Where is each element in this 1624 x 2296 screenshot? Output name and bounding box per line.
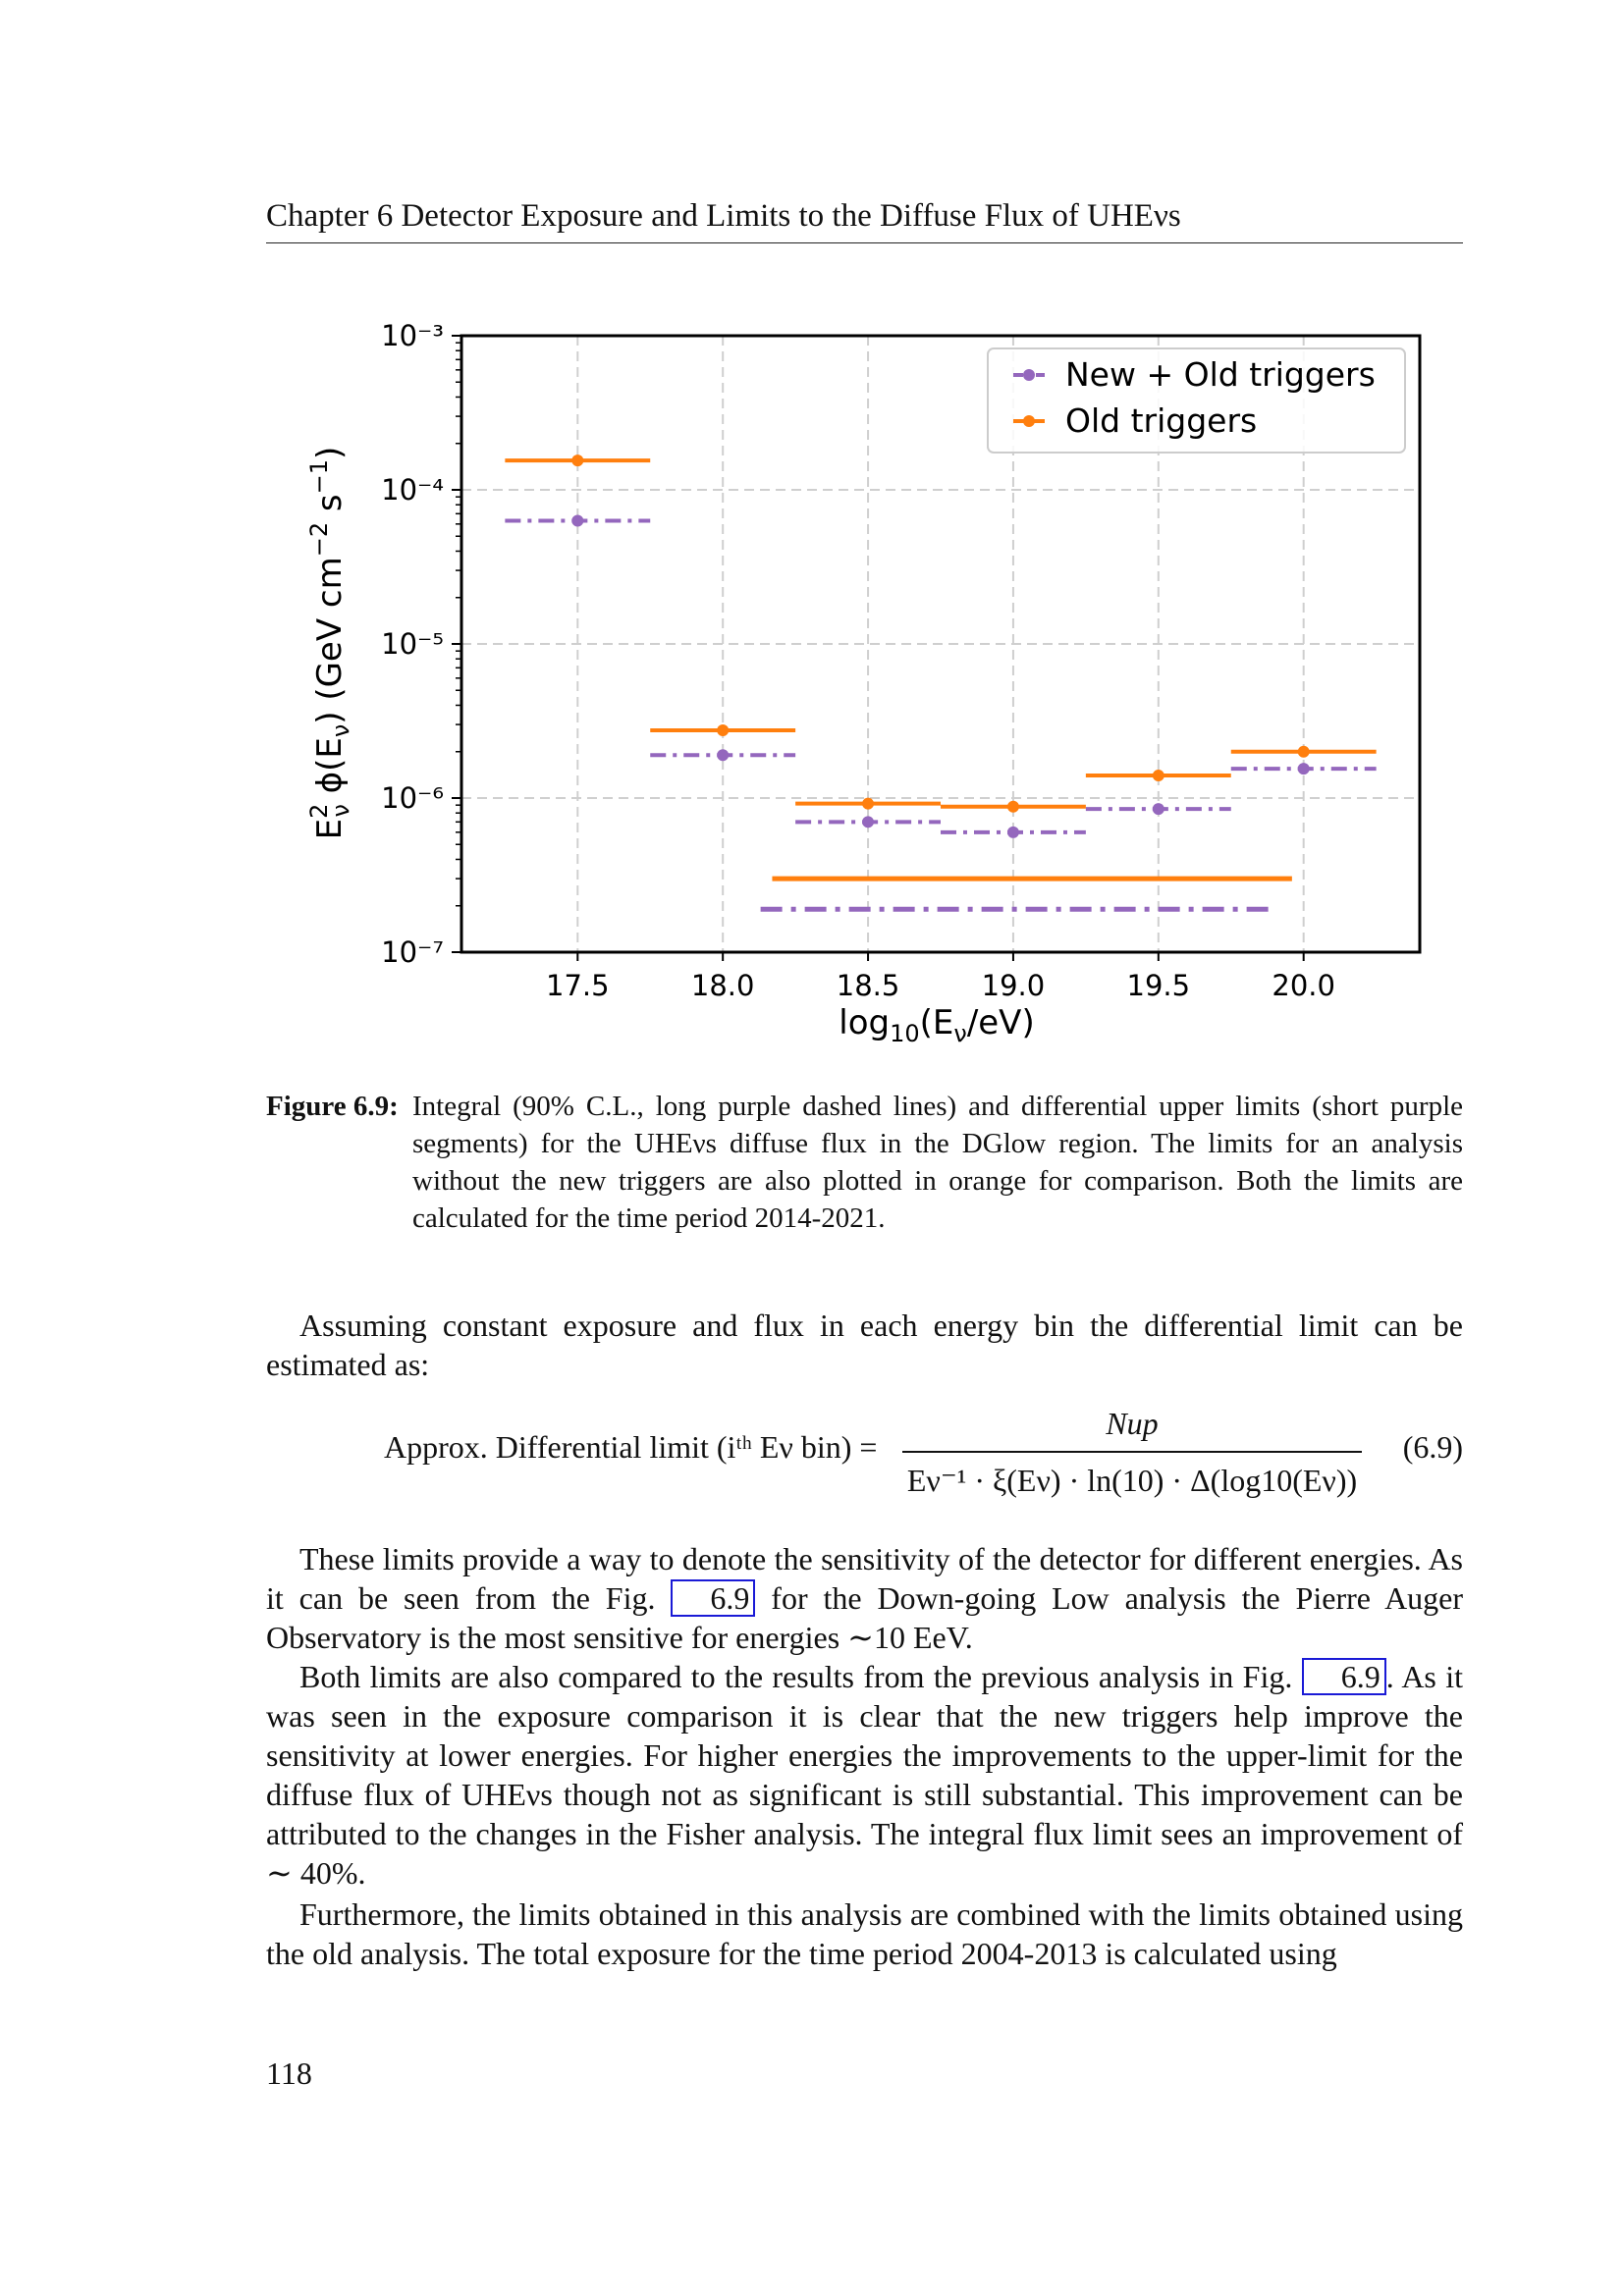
paragraph-2-text-a: These limits provide a way to denote the sensitivity of the detector for different energies. As it can be seen from the Fig. — [266, 1541, 1463, 1616]
figure-caption-text: Integral (90% C.L., long purple dashed lines) and differential upper limits (short purple segments) for the UHEνs diffuse flux in the DGlow region. The limits for an analysis without the new triggers are also plotted in orange for comparison. Both the limits are calculated for the time period 2014-2021. — [412, 1091, 1463, 1234]
x-axis-label: $\log_{10}(E_\nu/eV)$ — [839, 1003, 1035, 1047]
data-point-old — [571, 454, 583, 466]
equation-denominator: Eν⁻¹ · ξ(Eν) · ln(10) · Δ(log10(Eν)) — [906, 1463, 1358, 1498]
equation-6-9 — [266, 1402, 1463, 1510]
data-point-old — [1153, 770, 1164, 781]
equation-numerator: Nup — [1106, 1406, 1159, 1441]
data-point-new-old — [862, 816, 874, 828]
data-layer — [505, 454, 1376, 909]
x-tick-label: 18.0 — [690, 969, 755, 1002]
y-axis-label: $E^2\nu$ $\phi(E_\nu)$ (GeV $cm^{-2}$ $s^{-1}$) — [305, 446, 354, 840]
x-tick-label: 19.5 — [1126, 969, 1191, 1002]
figure-reference-link[interactable]: 6.9 — [1302, 1658, 1386, 1695]
equation-number: (6.9) — [1402, 1429, 1463, 1465]
paragraph-3-text-a: Both limits are also compared to the results from the previous analysis in Fig. — [299, 1659, 1293, 1694]
paragraph-2 — [266, 1539, 1463, 1657]
data-point-new-old — [571, 515, 583, 527]
x-tick-label: 20.0 — [1272, 969, 1335, 1002]
legend-label-new-old: New + Old triggers — [1065, 355, 1376, 394]
data-point-old — [1007, 801, 1019, 813]
paragraph-3 — [266, 1657, 1463, 1893]
paragraph-2-text-b: for the Down-going Low analysis the Pierre Auger Observatory is the most sensitive for energies ∼10 EeV. — [266, 1580, 1464, 1655]
header-rule — [266, 242, 1463, 243]
y-tick-label: 10⁻⁶ — [381, 781, 444, 815]
y-tick-label: 10⁻⁵ — [381, 627, 444, 661]
fraction-bar — [902, 1451, 1362, 1453]
y-tick-label: 10⁻³ — [381, 319, 444, 352]
y-tick-label: 10⁻⁷ — [381, 935, 444, 969]
figure-6-9-chart — [304, 304, 1443, 1060]
legend-dot-old — [1023, 415, 1035, 427]
equation-lhs: Approx. Differential limit (iᵗʰ Eν bin) = — [384, 1429, 878, 1465]
data-point-old — [1298, 746, 1310, 758]
paragraph-3-text-b: . As it was seen in the exposure comparison it is clear that the new triggers help improve the sensitivity at lower energies. For higher energies the improvements to the upper-limit for the diffuse flux of UHEνs though not as significant is still substantial. This improvement can be attributed to the changes in the Fisher analysis. The integral flux limit sees an improvement of ∼ 40%. — [266, 1659, 1464, 1891]
x-tick-label: 18.5 — [836, 969, 900, 1002]
figure-caption — [266, 1088, 1463, 1237]
legend-dot-new-old — [1023, 369, 1035, 381]
running-header: Chapter 6 Detector Exposure and Limits to the Diffuse Flux of UHEνs — [266, 198, 1181, 234]
figure-label: Figure 6.9: — [266, 1091, 399, 1122]
data-point-new-old — [1153, 803, 1164, 815]
data-point-new-old — [1007, 827, 1019, 838]
y-tick-label: 10⁻⁴ — [381, 473, 444, 507]
x-tick-label: 19.0 — [981, 969, 1046, 1002]
data-point-new-old — [717, 749, 729, 761]
paragraph-4: Furthermore, the limits obtained in this analysis are combined with the limits obtained using the old analysis. The total exposure for the time period 2004-2013 is calculated using — [266, 1896, 1463, 1971]
equation-fraction — [902, 1402, 1362, 1502]
legend-label-old: Old triggers — [1065, 401, 1258, 440]
x-tick-label: 17.5 — [546, 969, 610, 1002]
paragraph-1: Assuming constant exposure and flux in each energy bin the differential limit can be estimated as: — [266, 1308, 1463, 1382]
legend — [988, 348, 1405, 453]
figure-reference-link[interactable]: 6.9 — [671, 1579, 755, 1617]
page-number: 118 — [266, 2056, 312, 2091]
data-point-old — [717, 724, 729, 736]
data-point-old — [862, 798, 874, 810]
data-point-new-old — [1298, 763, 1310, 774]
